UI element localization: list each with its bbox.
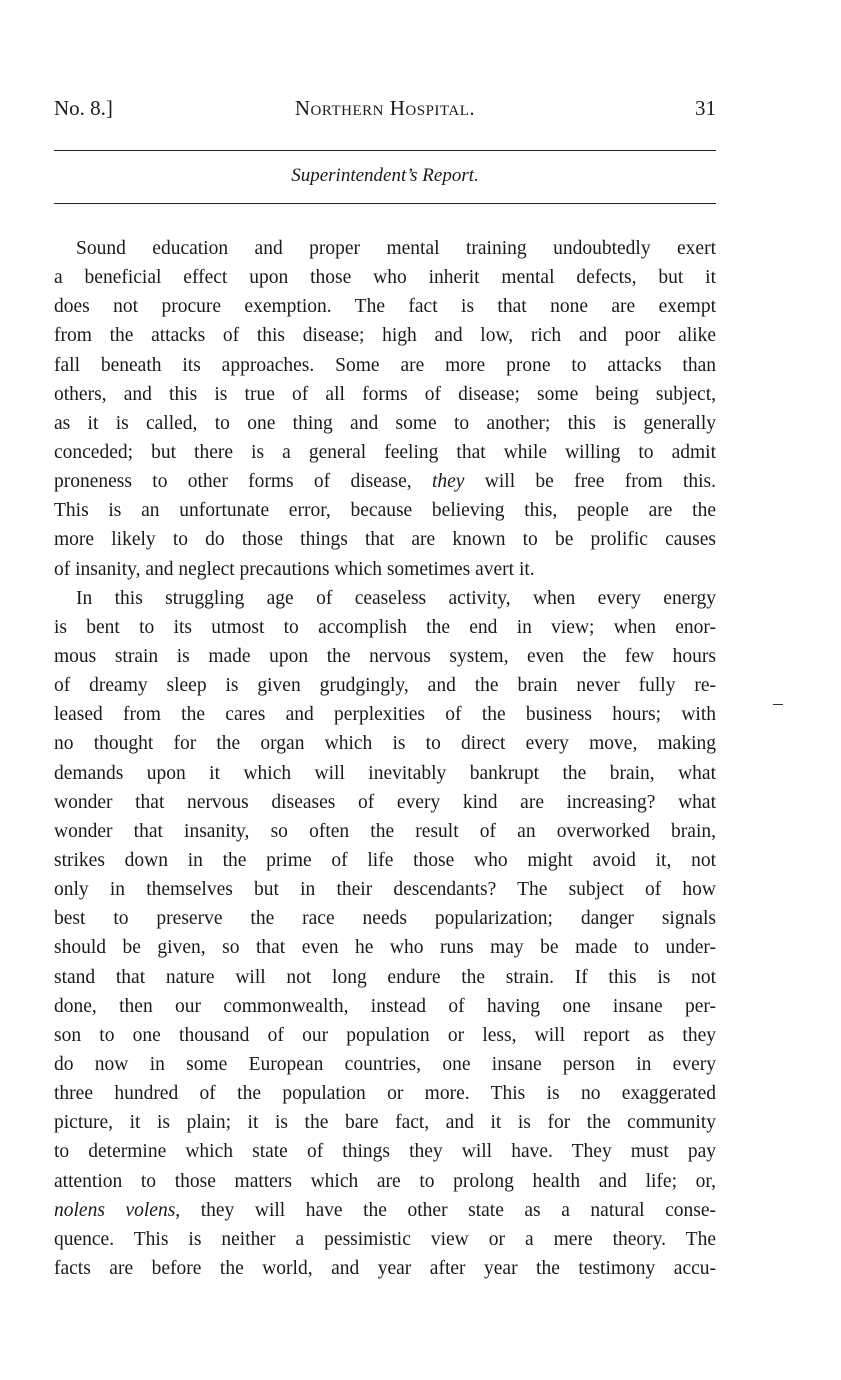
body-text bbox=[54, 234, 716, 1283]
text-line: no thought for the organ which is to direct every move, making bbox=[54, 733, 716, 755]
header-rule-bottom bbox=[54, 203, 716, 204]
text-line: son to one thousand of our population or less, will report as they bbox=[54, 1024, 716, 1046]
page-number: 31 bbox=[695, 96, 716, 120]
text-line: quence. This is neither a pessimistic view or a mere theory. The bbox=[54, 1228, 716, 1250]
text-line: as it is called, to one thing and some to another; this is generally bbox=[54, 412, 716, 434]
text-line: best to preserve the race needs popularization; danger signals bbox=[54, 908, 716, 930]
paragraph-1 bbox=[54, 234, 716, 584]
text-line: wonder that nervous diseases of every kind are increasing? what bbox=[54, 791, 716, 813]
text-line: In this struggling age of ceaseless activity, when every energy bbox=[76, 587, 716, 609]
text-line: others, and this is true of all forms of disease; some being subject, bbox=[54, 383, 716, 405]
text-line: more likely to do those things that are known to be prolific causes bbox=[54, 529, 716, 551]
text-line: facts are before the world, and year after year the testimony accu- bbox=[54, 1257, 716, 1279]
document-number: No. 8.] bbox=[54, 96, 113, 120]
text-line: attention to those matters which are to prolong health and life; or, bbox=[54, 1170, 716, 1192]
text-line: leased from the cares and perplexities of the business hours; with bbox=[54, 704, 716, 726]
text-line: of dreamy sleep is given grudgingly, and the brain never fully re- bbox=[54, 675, 716, 697]
text-line: only in themselves but in their descendants? The subject of how bbox=[54, 879, 716, 901]
text-line: done, then our commonwealth, instead of having one insane per- bbox=[54, 995, 716, 1017]
text-line: mous strain is made upon the nervous system, even the few hours bbox=[54, 645, 716, 667]
text-line: This is an unfortunate error, because believing this, people are the bbox=[54, 500, 716, 522]
text-line: wonder that insanity, so often the result of an overworked brain, bbox=[54, 820, 716, 842]
running-title: Northern Hospital. bbox=[294, 96, 476, 120]
text-line: from the attacks of this disease; high and low, rich and poor alike bbox=[54, 325, 716, 347]
text-line: to determine which state of things they will have. They must pay bbox=[54, 1141, 716, 1163]
text-line: picture, it is plain; it is the bare fact, and it is for the community bbox=[54, 1112, 716, 1134]
text-line: strikes down in the prime of life those who might avoid it, not bbox=[54, 849, 716, 871]
paragraph-2 bbox=[54, 584, 716, 1283]
text-line: conceded; but there is a general feeling that while willing to admit bbox=[54, 441, 716, 463]
text-line: three hundred of the population or more. This is no exaggerated bbox=[54, 1083, 716, 1105]
section-title: Superintendent’s Report. bbox=[291, 165, 479, 186]
text-line: nolens volens, they will have the other state as a natural conse- bbox=[54, 1199, 716, 1221]
text-line: of insanity, and neglect precautions which sometimes avert it. bbox=[54, 558, 535, 580]
text-line: fall beneath its approaches. Some are more prone to attacks than bbox=[54, 354, 716, 376]
text-line: should be given, so that even he who runs may be made to under- bbox=[54, 937, 716, 959]
text-line: proneness to other forms of disease, they will be free from this. bbox=[54, 471, 716, 493]
text-line: stand that nature will not long endure the strain. If this is not bbox=[54, 966, 716, 988]
text-line: do now in some European countries, one insane person in every bbox=[54, 1053, 716, 1075]
text-line: demands upon it which will inevitably bankrupt the brain, what bbox=[54, 762, 716, 784]
running-header bbox=[54, 88, 716, 120]
header-rule-top bbox=[54, 150, 716, 151]
document-page bbox=[54, 88, 716, 1283]
margin-mark bbox=[773, 704, 783, 705]
text-line: Sound education and proper mental training undoubtedly exert bbox=[76, 238, 716, 259]
text-line: does not procure exemption. The fact is that none are exempt bbox=[54, 296, 716, 318]
text-line: is bent to its utmost to accomplish the end in view; when enor- bbox=[54, 616, 716, 638]
text-line: a beneficial effect upon those who inherit mental defects, but it bbox=[54, 267, 716, 289]
